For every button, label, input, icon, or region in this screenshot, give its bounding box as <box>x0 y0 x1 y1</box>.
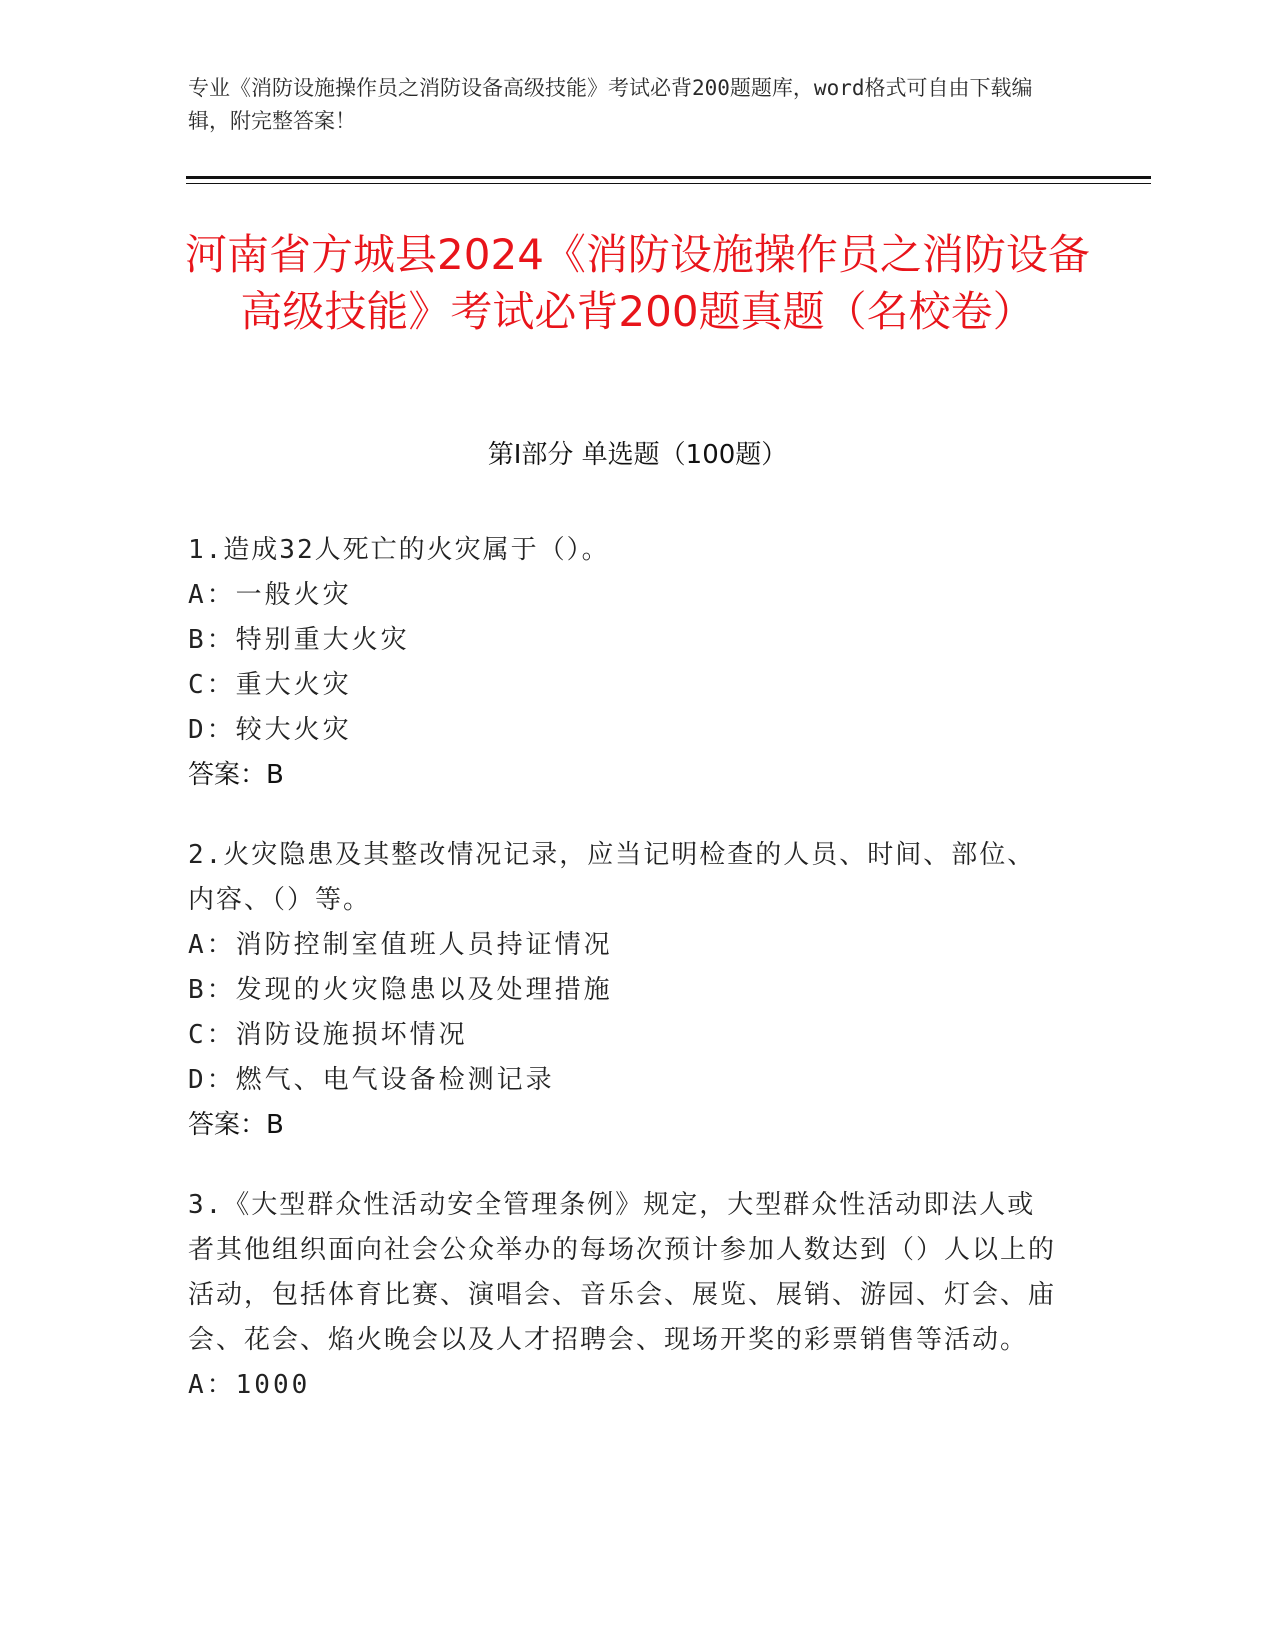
question-item <box>188 528 1058 798</box>
option-c: C：消防设施损坏情况 <box>188 1020 468 1050</box>
option-b: B：特别重大火灾 <box>188 625 410 655</box>
option-a: A：一般火灾 <box>188 580 352 610</box>
question-stem: 2.火灾隐患及其整改情况记录，应当记明检查的人员、时间、部位、内容、（）等。 <box>188 840 1036 915</box>
question-answer: 答案：B <box>188 1110 284 1140</box>
question-item <box>188 833 1058 1148</box>
question-list <box>188 528 1058 1443</box>
option-d: D：较大火灾 <box>188 715 352 745</box>
question-answer: 答案：B <box>188 760 284 790</box>
option-d: D：燃气、电气设备检测记录 <box>188 1065 555 1095</box>
option-c: C：重大火灾 <box>188 670 352 700</box>
document-title: 河南省方城县2024《消防设施操作员之消防设备高级技能》考试必背200题真题（名校卷） <box>185 230 1090 336</box>
header-rule-thick <box>186 176 1151 179</box>
header-note: 专业《消防设施操作员之消防设备高级技能》考试必背200题题库，word格式可自由下载编辑，附完整答案！ <box>188 76 1033 133</box>
option-b: B：发现的火灾隐患以及处理措施 <box>188 975 613 1005</box>
question-stem: 3.《大型群众性活动安全管理条例》规定，大型群众性活动即法人或者其他组织面向社会公众举办的每场次预计参加人数达到（）人以上的活动，包括体育比赛、演唱会、音乐会、展览、展销、游园、灯会、庙会、花会、焰火晚会以及人才招聘会、现场开奖的彩票销售等活动。 <box>188 1190 1057 1355</box>
option-a: A：消防控制室值班人员持证情况 <box>188 930 613 960</box>
question-stem: 1.造成32人死亡的火灾属于（）。 <box>188 535 610 565</box>
option-a: A：1000 <box>188 1370 311 1400</box>
question-item <box>188 1183 1058 1408</box>
header-rule-thin <box>186 183 1151 184</box>
section-heading: 第I部分 单选题（100题） <box>487 440 788 470</box>
